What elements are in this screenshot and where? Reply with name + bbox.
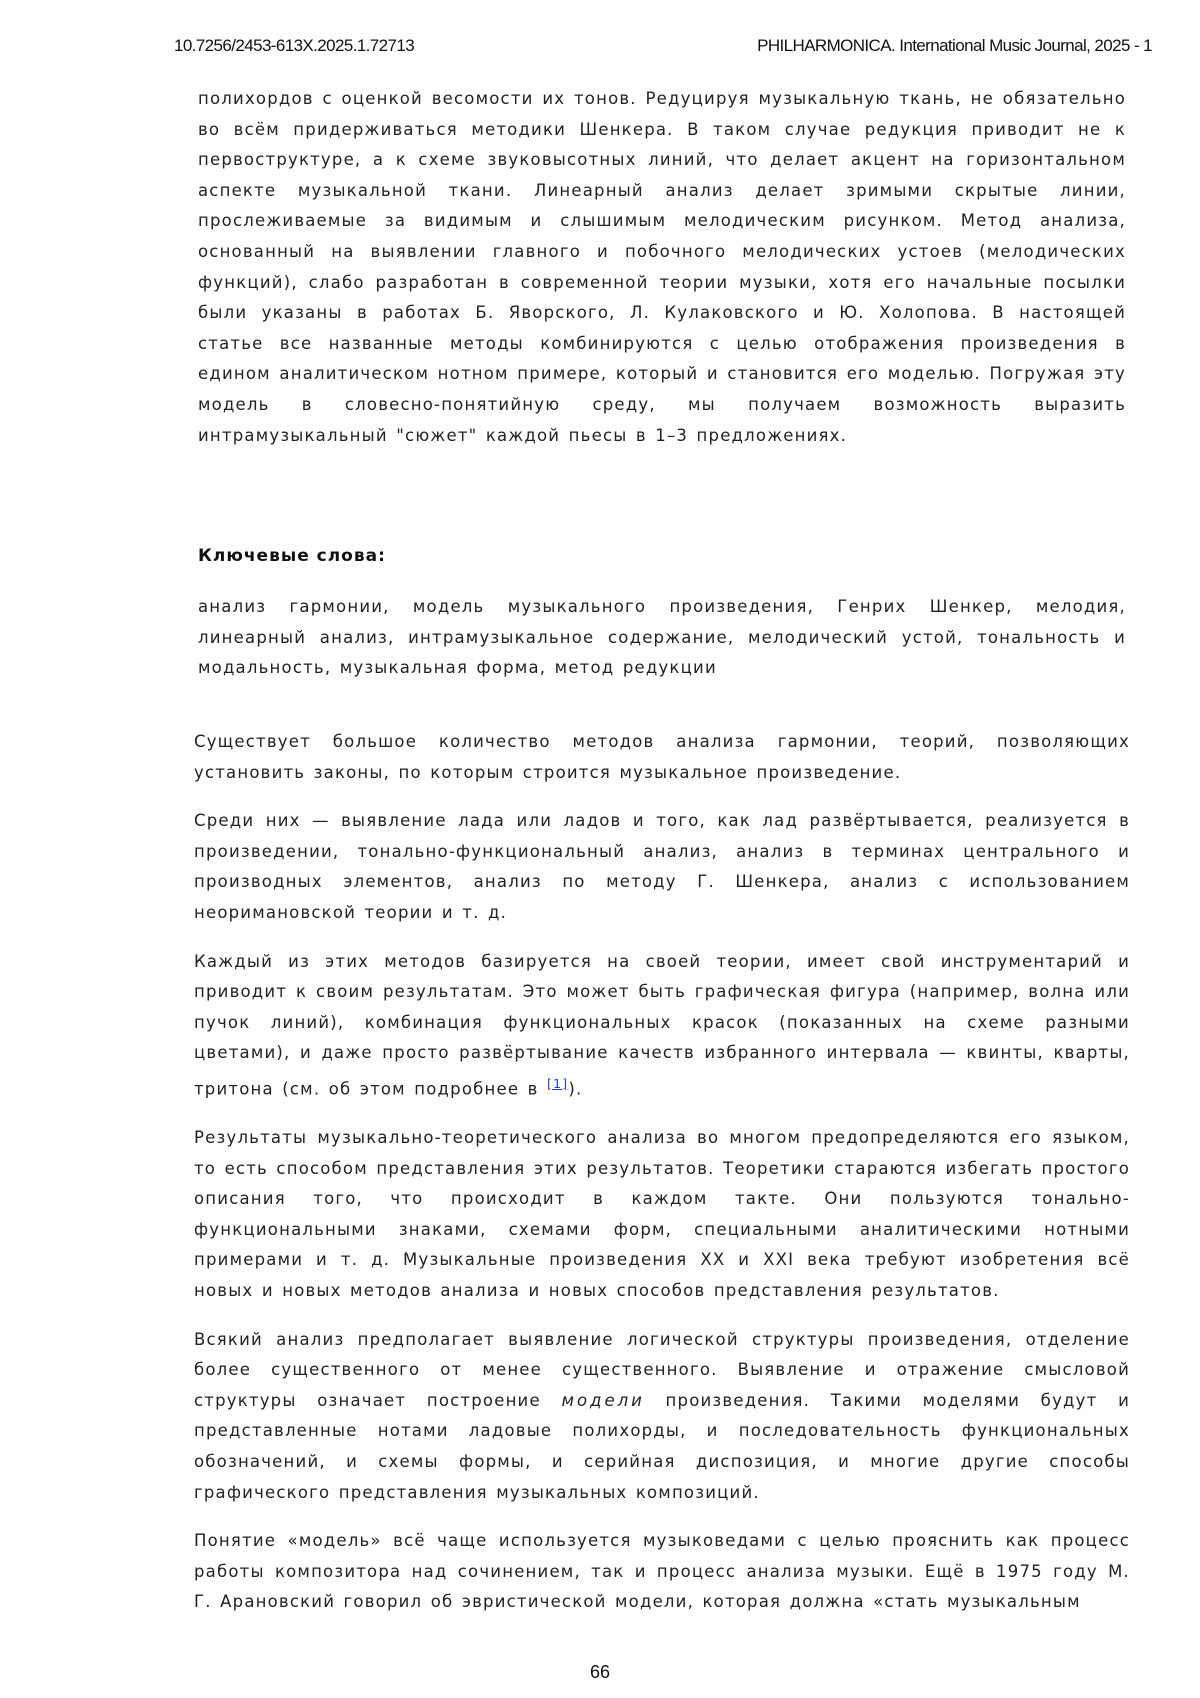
paragraph-3-text: Каждый из этих методов базируется на своей теории, имеет свой инструментарий и приводит к своим результатам. Это может быть графическая фигура (например, волна или пучок линий), комбинация функциональных красок (показанных на схеме разными цветами), и даже просто развёртывание качеств избранного интервала — квинты, кварты, тритона (см. об этом подробнее в xyxy=(194,951,1130,1099)
paragraph-5-end: произведения. Такими моделями будут и представленные нотами ладовые полихорды, и последовательность функциональных обозначений, и схемы формы, и серийная диспозиция, и многие другие способы графического представления музыкальных композиций. xyxy=(194,1390,1130,1502)
paragraph-4: Результаты музыкально-теоретического анализа во многом предопределяются его языком, то есть способом представления этих результатов. Теоретики стараются избегать простого описания того, что происходит в каждом такте. Они пользуются тонально-функциональными знаками, схемами форм, специальными аналитическими нотными примерами и т. д. Музыкальные произведения XX и XXI века требуют изобретения всё новых и новых методов анализа и новых способов представления результатов. xyxy=(194,1128,1130,1300)
emphasis-model: модели xyxy=(561,1390,645,1410)
paragraph-2: Среди них — выявление лада или ладов и того, как лад развёртывается, реализуется в произведении, тонально-функциональный анализ, анализ в терминах центрального и производных элементов, анализ по методу Г. Шенкера, анализ с использованием неоримановской теории и т. д. xyxy=(194,811,1130,922)
paragraph-6: Понятие «модель» всё чаще используется музыковедами с целью прояснить как процесс работы композитора над сочинением, так и процесс анализа музыки. Ещё в 1975 году М. Г. Арановский говорил об эвристической модели, которая должна «стать музыкальным xyxy=(194,1531,1130,1612)
abstract-text: полихордов с оценкой весомости их тонов. Редуцируя музыкальную ткань, не обязательно во всём придерживаться методики Шенкера. В таком случае редукция приводит не к первоструктуре, а к схеме звуковысотных линий, что делает акцент на горизонтальном аспекте музыкальной ткани. Линеарный анализ делает зримыми скрытые линии, прослеживаемые за видимым и слышимым мелодическим рисунком. Метод анализа, основанный на выявлении главного и побочного мелодических устоев (мелодических функций), слабо разработан в современной теории музыки, хотя его начальные посылки были указаны в работах Б. Яворского, Л. Кулаковского и Ю. Холопова. В настоящей статье все названные методы комбинируются с целью отображения произведения в едином аналитическом нотном примере, который и становится его моделью. Погружая эту модель в словесно-понятийную среду, мы получаем возможность выразить интрамузыкальный "сюжет" каждой пьесы в 1–3 предложениях. xyxy=(198,89,1126,445)
paragraph-5 xyxy=(194,1325,1130,1509)
paragraph-3-end: ). xyxy=(568,1079,583,1099)
article-body xyxy=(194,727,1130,1636)
paragraph-1: Существует большое количество методов анализа гармонии, теорий, позволяющих установить законы, по которым строится музыкальное произведение. xyxy=(194,732,1130,782)
doi-label: 10.7256/2453-613X.2025.1.72713 xyxy=(174,36,415,55)
paragraph-5-start: Всякий анализ предполагает выявление логической структуры произведения, отделение более существенного от менее существенного. Выявление и отражение смысловой структуры означает построение xyxy=(194,1329,1130,1410)
keywords-heading: Ключевые слова: xyxy=(198,546,386,566)
journal-title: PHILHARMONICA. International Music Journal, 2025 - 1 xyxy=(757,36,1152,55)
paragraph-3 xyxy=(194,947,1130,1105)
reference-link-1[interactable]: [1] xyxy=(547,1075,569,1091)
page-header xyxy=(0,36,1200,60)
keywords-list: анализ гармонии, модель музыкального произведения, Генрих Шенкер, мелодия, линеарный анализ, интрамузыкальное содержание, мелодический устой, тональность и модальность, музыкальная форма, метод редукции xyxy=(198,597,1126,678)
page-number: 66 xyxy=(589,1662,611,1682)
